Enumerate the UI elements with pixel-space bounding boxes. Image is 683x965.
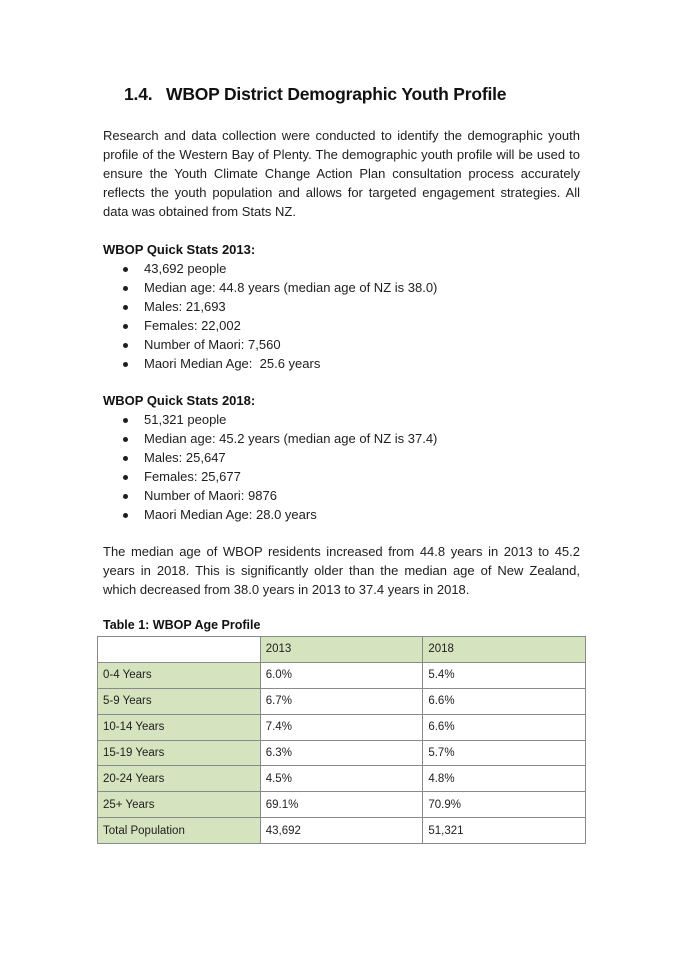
- bullet-icon: [123, 324, 128, 329]
- table-row: [98, 792, 586, 818]
- table-cell: 6.3%: [260, 740, 423, 766]
- row-label-cell: 10-14 Years: [98, 714, 261, 740]
- row-label-cell: 15-19 Years: [98, 740, 261, 766]
- bullet-icon: [123, 286, 128, 291]
- bullet-icon: [123, 513, 128, 518]
- list-item-text: Maori Median Age: 28.0 years: [144, 507, 317, 522]
- bullet-icon: [123, 475, 128, 480]
- list-item-text: Males: 21,693: [144, 299, 226, 314]
- quick-stats-2018-heading: WBOP Quick Stats 2018:: [103, 393, 256, 408]
- table-row: [98, 662, 586, 688]
- table-cell: 4.8%: [423, 766, 586, 792]
- quick-stats-2013-heading: WBOP Quick Stats 2013:: [103, 242, 256, 257]
- section-title: WBOP District Demographic Youth Profile: [166, 84, 507, 104]
- median-age-paragraph: The median age of WBOP residents increased from 44.8 years in 2013 to 45.2 years in 2018. This is significantly older than the median age of New Zealand, which decreased from 38.0 years in 2013 to 37.4 years in 2018.: [103, 544, 580, 597]
- bullet-icon: [123, 362, 128, 367]
- table-cell: 43,692: [260, 818, 423, 844]
- row-label-cell: 25+ Years: [98, 792, 261, 818]
- table-cell: 5.4%: [423, 662, 586, 688]
- row-label-cell: Total Population: [98, 818, 261, 844]
- table-row: [98, 740, 586, 766]
- list-item-text: Females: 25,677: [144, 469, 241, 484]
- bullet-icon: [123, 494, 128, 499]
- table-header-row: [98, 637, 586, 663]
- section-number: 1.4.: [124, 84, 153, 104]
- list-item: [103, 429, 437, 448]
- bullet-icon: [123, 343, 128, 348]
- row-label-cell: 5-9 Years: [98, 688, 261, 714]
- list-item: [103, 297, 437, 316]
- table-cell: 6.6%: [423, 714, 586, 740]
- list-item: [103, 278, 437, 297]
- table-cell: 70.9%: [423, 792, 586, 818]
- list-item: [103, 354, 437, 373]
- bullet-icon: [123, 418, 128, 423]
- quick-stats-2018-list: [103, 410, 437, 524]
- list-item: [103, 316, 437, 335]
- table-row: [98, 688, 586, 714]
- list-item: [103, 259, 437, 278]
- table-cell: 6.0%: [260, 662, 423, 688]
- table-cell: 69.1%: [260, 792, 423, 818]
- list-item: [103, 410, 437, 429]
- table-row: [98, 818, 586, 844]
- row-label-cell: 20-24 Years: [98, 766, 261, 792]
- intro-paragraph: Research and data collection were conducted to identify the demographic youth profile of the Western Bay of Plenty. The demographic youth profile will be used to ensure the Youth Climate Change Action Plan consultation process accurately reflects the youth population and allows for targeted engagement strategies. All data was obtained from Stats NZ.: [103, 128, 580, 219]
- table-cell: 4.5%: [260, 766, 423, 792]
- list-item-text: Median age: 45.2 years (median age of NZ is 37.4): [144, 431, 438, 446]
- section-heading: [124, 84, 506, 105]
- bullet-icon: [123, 456, 128, 461]
- table-cell: 6.7%: [260, 688, 423, 714]
- bullet-icon: [123, 267, 128, 272]
- age-profile-table: [97, 636, 586, 844]
- list-item-text: Maori Median Age: 25.6 years: [144, 356, 321, 371]
- list-item: [103, 486, 437, 505]
- table-cell: 7.4%: [260, 714, 423, 740]
- table-cell: 6.6%: [423, 688, 586, 714]
- table-cell: 5.7%: [423, 740, 586, 766]
- list-item: [103, 448, 437, 467]
- bullet-icon: [123, 437, 128, 442]
- table-row: [98, 714, 586, 740]
- list-item-text: 43,692 people: [144, 261, 227, 276]
- table-title: Table 1: WBOP Age Profile: [103, 618, 261, 632]
- list-item-text: Males: 25,647: [144, 450, 226, 465]
- quick-stats-2013-list: [103, 259, 437, 373]
- list-item-text: Median age: 44.8 years (median age of NZ is 38.0): [144, 280, 438, 295]
- table-cell: 51,321: [423, 818, 586, 844]
- table-row: [98, 766, 586, 792]
- bullet-icon: [123, 305, 128, 310]
- row-label-cell: 0-4 Years: [98, 662, 261, 688]
- list-item-text: Number of Maori: 7,560: [144, 337, 281, 352]
- table-header-cell: 2013: [260, 637, 423, 663]
- list-item: [103, 505, 437, 524]
- list-item-text: Females: 22,002: [144, 318, 241, 333]
- list-item: [103, 467, 437, 486]
- table-header-cell: [98, 637, 261, 663]
- list-item-text: 51,321 people: [144, 412, 227, 427]
- table-header-cell: 2018: [423, 637, 586, 663]
- list-item: [103, 335, 437, 354]
- list-item-text: Number of Maori: 9876: [144, 488, 277, 503]
